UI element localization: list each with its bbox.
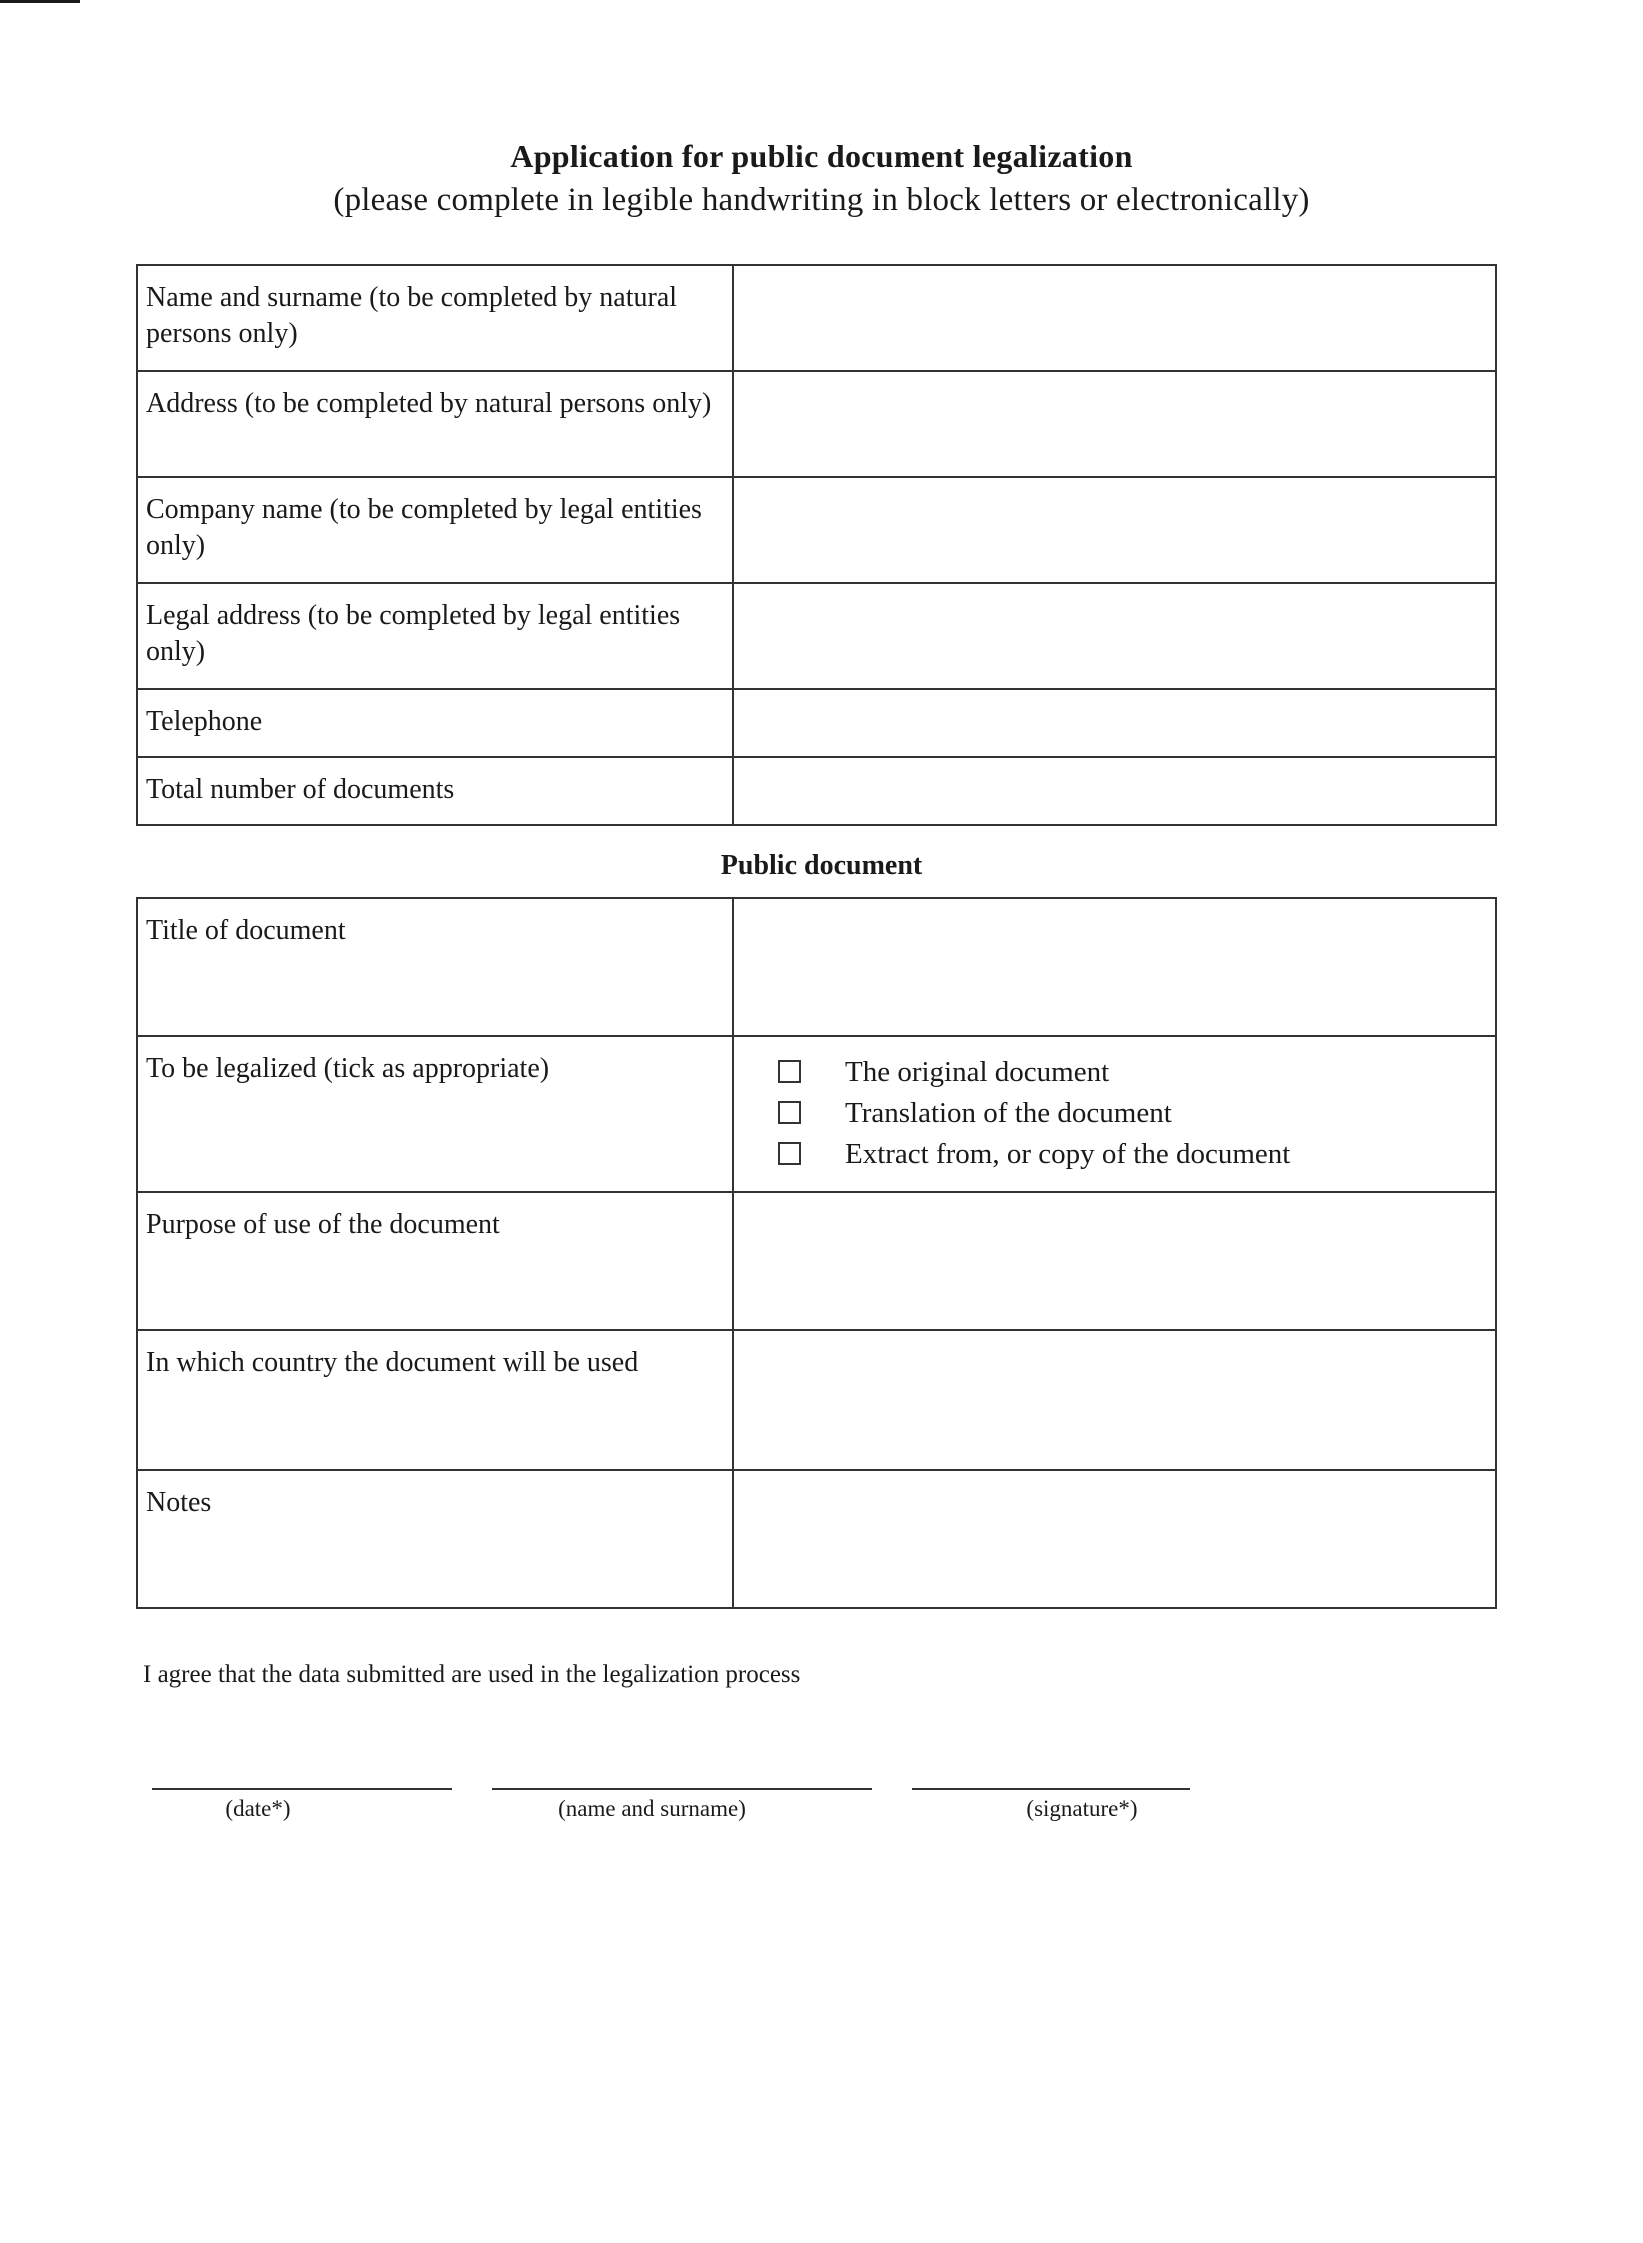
table-row (137, 898, 1496, 1036)
table-row (137, 477, 1496, 583)
notes-label: Notes (137, 1470, 733, 1608)
checkbox-translation[interactable] (778, 1101, 801, 1124)
total-documents-field[interactable] (733, 757, 1496, 825)
country-label: In which country the document will be used (137, 1330, 733, 1470)
notes-field[interactable] (733, 1470, 1496, 1608)
legal-address-field[interactable] (733, 583, 1496, 689)
checkbox-original[interactable] (778, 1060, 801, 1083)
option-original[interactable] (778, 1051, 1495, 1092)
table-row (137, 1036, 1496, 1192)
applicant-table (136, 264, 1497, 826)
company-name-label: Company name (to be completed by legal entities only) (137, 477, 733, 583)
address-label: Address (to be completed by natural persons only) (137, 371, 733, 477)
table-row (137, 1330, 1496, 1470)
signature-line[interactable] (912, 1788, 1190, 1790)
telephone-field[interactable] (733, 689, 1496, 757)
option-translation[interactable] (778, 1092, 1495, 1133)
company-name-field[interactable] (733, 477, 1496, 583)
legalize-options (734, 1037, 1495, 1174)
table-row (137, 371, 1496, 477)
purpose-field[interactable] (733, 1192, 1496, 1330)
public-document-heading: Public document (720, 850, 923, 881)
date-caption: (date*) (225, 1796, 291, 1821)
option-extract-copy[interactable] (778, 1133, 1495, 1174)
legal-address-label: Legal address (to be completed by legal entities only) (137, 583, 733, 689)
name-line[interactable] (492, 1788, 872, 1790)
table-row (137, 1470, 1496, 1608)
table-row (137, 583, 1496, 689)
option-original-label: The original document (845, 1055, 1110, 1088)
corner-mark (0, 0, 80, 3)
page-subtitle: (please complete in legible handwriting in block letters or electronically) (333, 182, 1310, 218)
signature-caption: (signature*) (1026, 1796, 1138, 1821)
name-caption: (name and surname) (558, 1796, 746, 1821)
table-row (137, 757, 1496, 825)
total-documents-label: Total number of documents (137, 757, 733, 825)
address-field[interactable] (733, 371, 1496, 477)
document-title-label: Title of document (137, 898, 733, 1036)
public-document-table (136, 897, 1497, 1609)
purpose-label: Purpose of use of the document (137, 1192, 733, 1330)
name-field[interactable] (733, 265, 1496, 371)
table-row (137, 689, 1496, 757)
option-extract-copy-label: Extract from, or copy of the document (845, 1137, 1291, 1170)
name-label: Name and surname (to be completed by natural persons only) (137, 265, 733, 371)
option-translation-label: Translation of the document (845, 1096, 1172, 1129)
page-title: Application for public document legalization (510, 138, 1133, 174)
checkbox-extract-copy[interactable] (778, 1142, 801, 1165)
table-row (137, 265, 1496, 371)
telephone-label: Telephone (137, 689, 733, 757)
country-field[interactable] (733, 1330, 1496, 1470)
consent-statement: I agree that the data submitted are used in the legalization process (143, 1661, 801, 1688)
date-line[interactable] (152, 1788, 452, 1790)
legalize-label: To be legalized (tick as appropriate) (137, 1036, 733, 1192)
legalize-options-cell (733, 1036, 1496, 1192)
document-title-field[interactable] (733, 898, 1496, 1036)
table-row (137, 1192, 1496, 1330)
